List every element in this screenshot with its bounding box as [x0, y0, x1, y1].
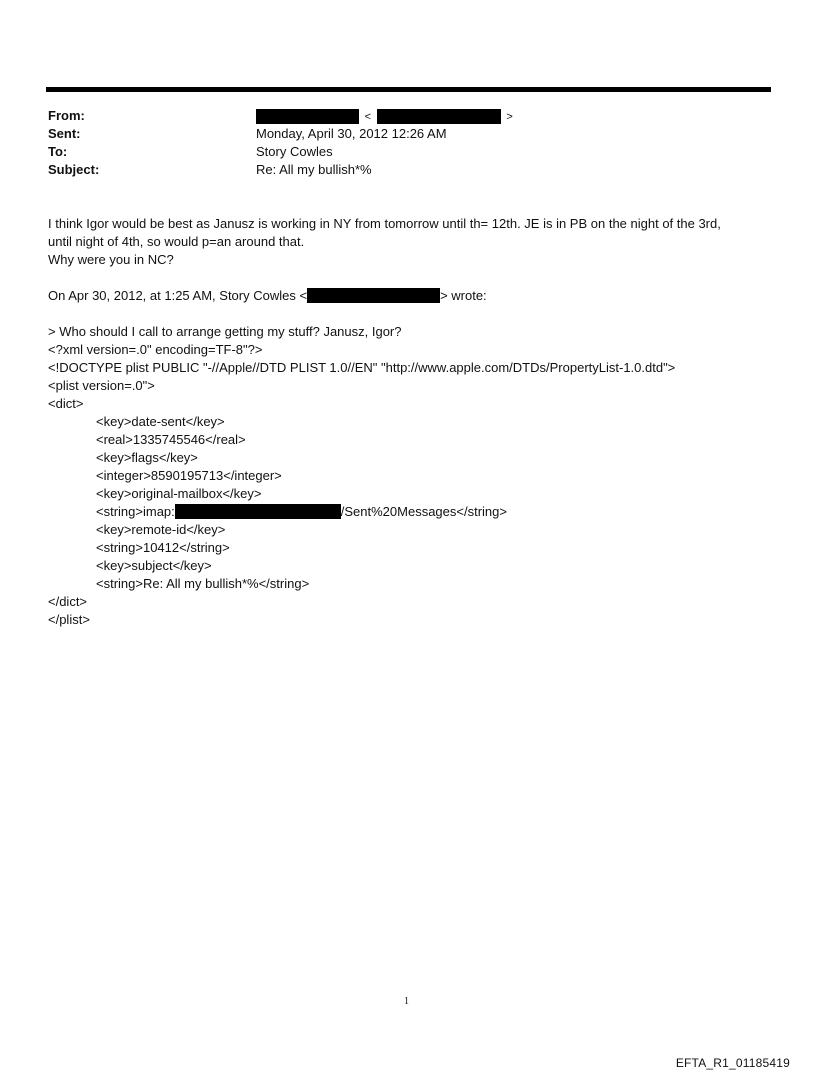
xml-declaration: <?xml version=.0" encoding=TF-8"?> — [48, 342, 263, 357]
plist-close: </plist> — [48, 612, 90, 627]
quoted-line: > Who should I call to arrange getting my stuff? Janusz, Igor? — [48, 324, 402, 339]
dict-line: <key>original-mailbox</key> — [96, 486, 262, 501]
doctype-line: <!DOCTYPE plist PUBLIC "-//Apple//DTD PLIST 1.0//EN" "http://www.apple.com/DTDs/PropertyList-1.0.dtd"> — [48, 360, 676, 375]
plist-open: <plist version=.0"> — [48, 378, 155, 393]
wrote-prefix: On Apr 30, 2012, at 1:25 AM, Story Cowles < — [48, 288, 308, 303]
subject-value: Re: All my bullish*% — [256, 162, 372, 177]
dict-close: </dict> — [48, 594, 88, 609]
from-gt: > — [506, 111, 513, 123]
dict-open: <dict> — [48, 396, 84, 411]
imap-line — [48, 503, 768, 521]
body-text-line: until night of 4th, so would p=an around that. — [48, 234, 305, 249]
dict-line: <real>1335745546</real> — [96, 432, 246, 447]
sent-value: Monday, April 30, 2012 12:26 AM — [256, 126, 447, 141]
to-value: Story Cowles — [256, 144, 333, 159]
subject-label: Subject: — [48, 162, 100, 177]
dict-line: <integer>8590195713</integer> — [96, 468, 282, 483]
dict-line: <key>date-sent</key> — [96, 414, 225, 429]
header-divider — [46, 87, 771, 92]
to-label: To: — [48, 144, 68, 159]
wrote-suffix: > wrote: — [440, 288, 487, 303]
from-lt: < — [364, 111, 372, 123]
dict-line: <key>subject</key> — [96, 558, 212, 573]
dict-line: <key>flags</key> — [96, 450, 198, 465]
imap-suffix: /Sent%20Messages</string> — [340, 504, 507, 519]
imap-prefix: <string>imap: — [96, 504, 175, 519]
page-number: 1 — [404, 996, 409, 1007]
document-id: EFTA_R1_01185419 — [675, 1056, 790, 1070]
dict-line: <key>remote-id</key> — [96, 522, 226, 537]
body-text-line: Why were you in NC? — [48, 252, 174, 267]
sent-label: Sent: — [48, 126, 81, 141]
email-body — [48, 215, 768, 629]
from-value — [256, 107, 513, 126]
from-label: From: — [48, 108, 85, 123]
body-text-line: I think Igor would be best as Janusz is working in NY from tomorrow until th= 12th. JE is in PB on the night of the 3rd, — [48, 216, 721, 231]
wrote-line — [48, 287, 768, 305]
redaction-box — [256, 109, 359, 124]
redaction-box — [307, 288, 440, 303]
redaction-box — [175, 504, 341, 519]
dict-line: <string>10412</string> — [96, 540, 230, 555]
dict-line: <string>Re: All my bullish*%</string> — [96, 576, 310, 591]
redaction-box — [377, 109, 501, 124]
